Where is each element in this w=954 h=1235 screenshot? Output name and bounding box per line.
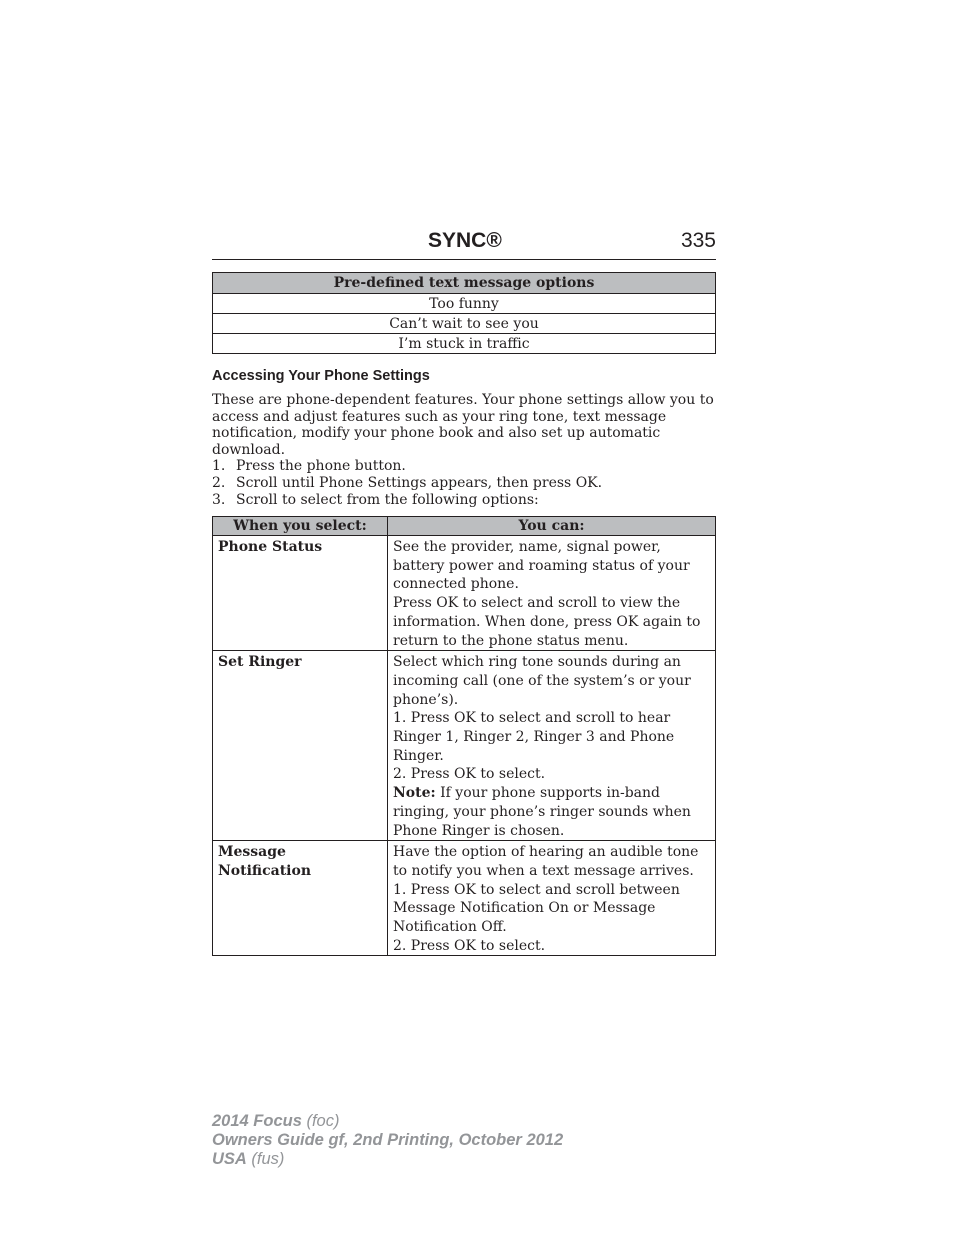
footer-market: USA bbox=[212, 1150, 247, 1168]
table-row: Too funny bbox=[213, 294, 716, 314]
column-header: When you select: bbox=[213, 517, 388, 536]
note bbox=[393, 784, 710, 840]
page-header bbox=[212, 228, 716, 260]
step-text: Press the phone button. bbox=[236, 458, 406, 475]
footer-line bbox=[212, 1112, 563, 1131]
option-label: Message Notification bbox=[213, 841, 388, 956]
list-item bbox=[212, 475, 716, 492]
table-row: I’m stuck in traffic bbox=[213, 334, 716, 354]
column-header: You can: bbox=[388, 517, 716, 536]
table-row bbox=[213, 536, 716, 651]
description-line: Have the option of hearing an audible tone to notify you when a text message arrives. bbox=[393, 844, 699, 879]
table-row bbox=[213, 651, 716, 841]
list-item bbox=[212, 458, 716, 475]
note-text: If your phone supports in-band ringing, your phone’s ringer sounds when Phone Ringer is chosen. bbox=[393, 785, 691, 839]
step-text: Scroll until Phone Settings appears, then press OK. bbox=[236, 474, 603, 491]
steps-list bbox=[212, 458, 716, 508]
footer-model: 2014 Focus bbox=[212, 1112, 302, 1130]
list-item bbox=[212, 492, 716, 509]
section-body bbox=[212, 392, 716, 508]
footer-line bbox=[212, 1150, 563, 1169]
phone-settings-table bbox=[212, 516, 716, 956]
description-line: Press OK to select and scroll to view the information. When done, press OK again to return to the phone status menu. bbox=[393, 595, 701, 649]
step-number: 2. bbox=[212, 474, 226, 491]
option-description bbox=[388, 536, 716, 651]
table-row: Can’t wait to see you bbox=[213, 314, 716, 334]
footer-line bbox=[212, 1131, 563, 1150]
footer-market-code: (fus) bbox=[246, 1150, 285, 1168]
note-label: Note: bbox=[393, 785, 436, 802]
table-header: Pre-defined text message options bbox=[213, 273, 716, 294]
option-description bbox=[388, 841, 716, 956]
step-text: Scroll to select from the following options: bbox=[236, 491, 539, 508]
footer-model-code: (foc) bbox=[301, 1112, 340, 1130]
intro-paragraph: These are phone-dependent features. Your phone settings allow you to access and adjust features such as your ring tone, text message notification, modify your phone book and also set up automatic download. bbox=[212, 392, 714, 458]
option-label: Set Ringer bbox=[213, 651, 388, 841]
description-line: 2. Press OK to select. bbox=[393, 766, 546, 783]
table-row bbox=[213, 841, 716, 956]
step-number: 3. bbox=[212, 491, 226, 508]
page-number: 335 bbox=[680, 229, 716, 252]
description-line: 1. Press OK to select and scroll between Message Notification On or Message Notification Off. bbox=[393, 881, 680, 936]
description-line: 1. Press OK to select and scroll to hear Ringer 1, Ringer 2, Ringer 3 and Phone Ringer. bbox=[393, 710, 675, 764]
footer-edition: Owners Guide gf, 2nd Printing, October 2012 bbox=[212, 1131, 564, 1149]
description-line: 2. Press OK to select. bbox=[393, 937, 546, 954]
chapter-title: SYNC® bbox=[428, 229, 502, 252]
text-message-options-table bbox=[212, 272, 716, 354]
description-line: See the provider, name, signal power, battery power and roaming status of your connected phone. bbox=[393, 539, 690, 593]
step-number: 1. bbox=[212, 458, 226, 475]
option-description bbox=[388, 651, 716, 841]
description-line: Select which ring tone sounds during an incoming call (one of the system’s or your phone’s). bbox=[393, 654, 691, 708]
section-heading: Accessing Your Phone Settings bbox=[212, 368, 430, 384]
option-label: Phone Status bbox=[213, 536, 388, 651]
page-footer bbox=[212, 1112, 563, 1169]
